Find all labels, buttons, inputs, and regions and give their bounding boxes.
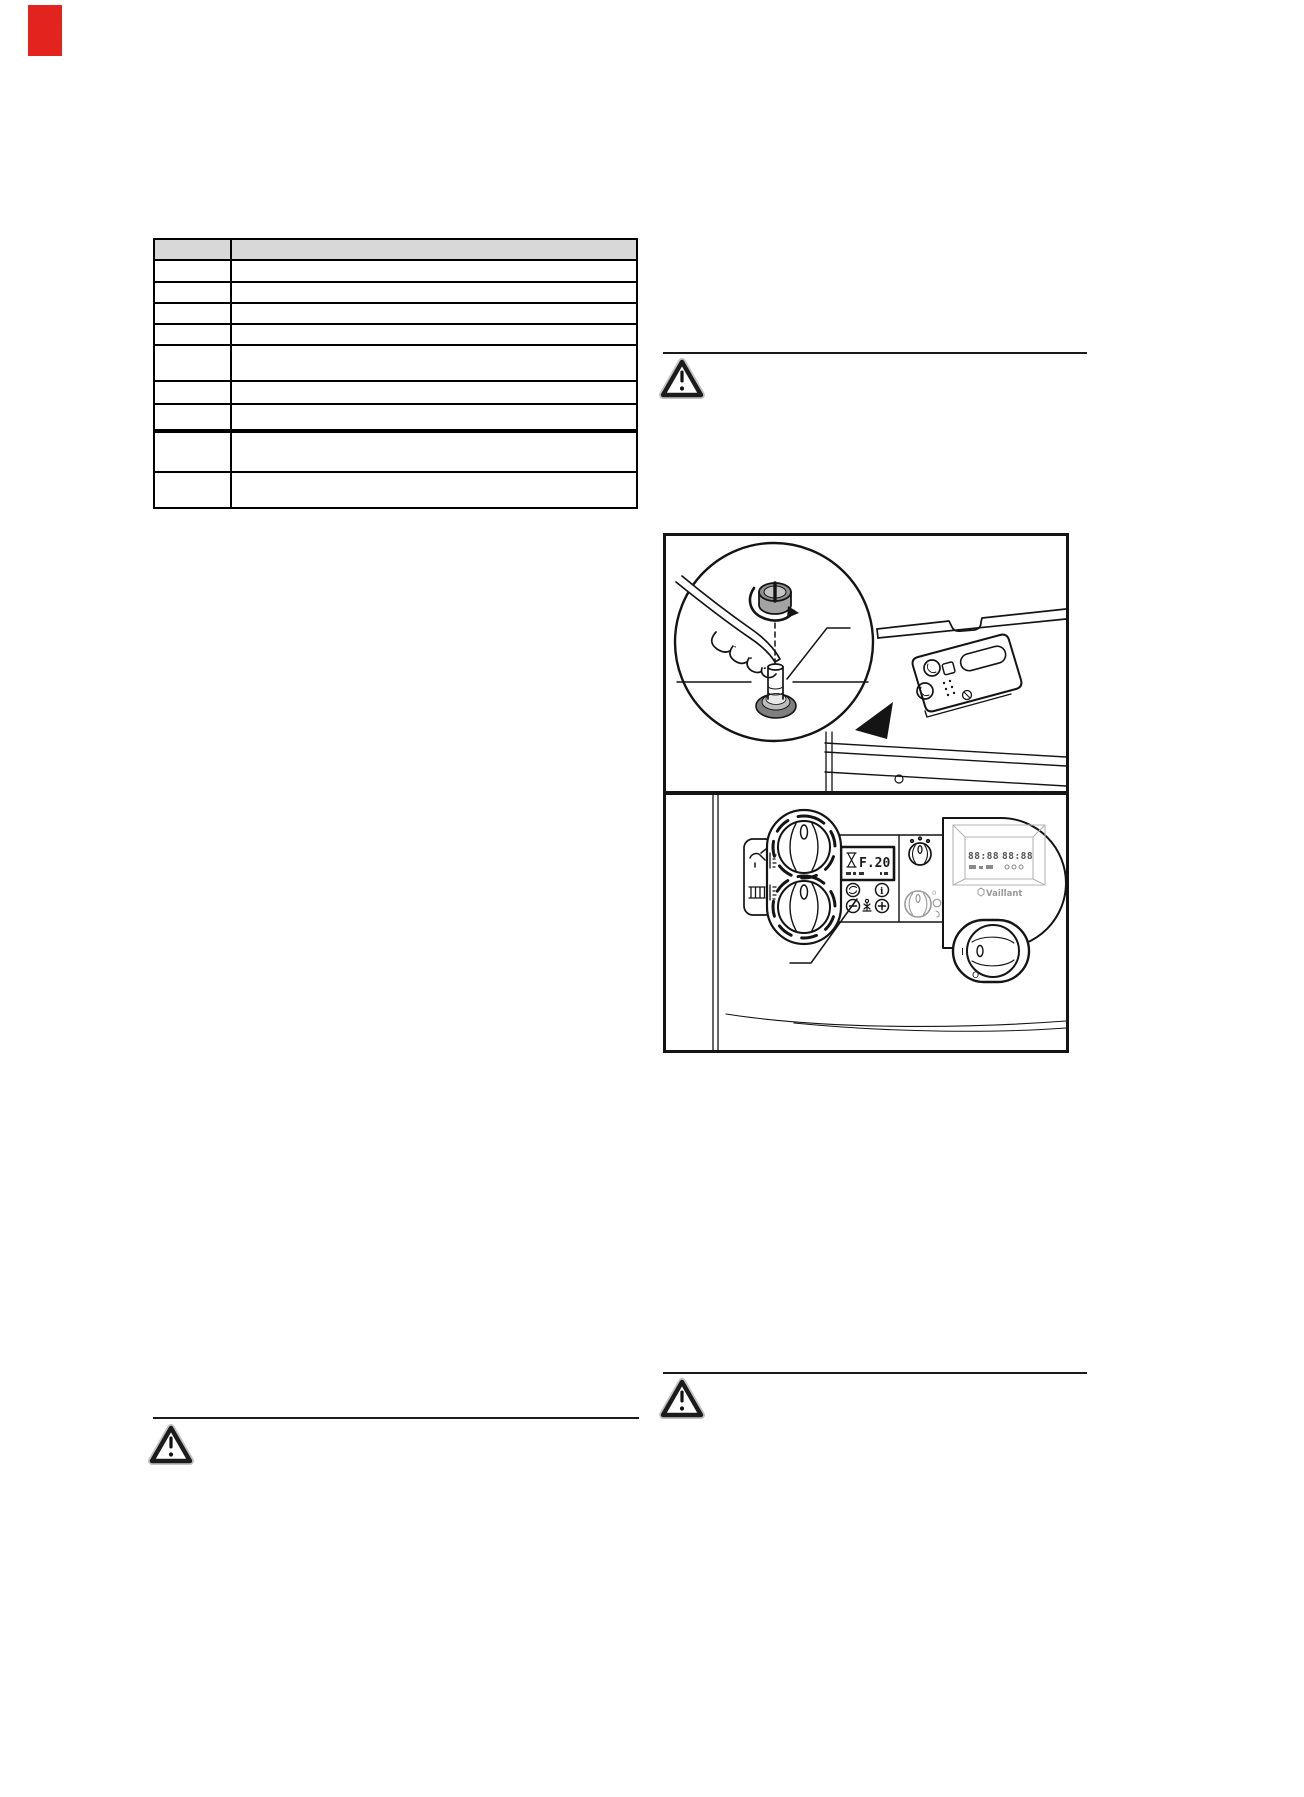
table-row	[155, 323, 636, 344]
power-on-label: I	[961, 947, 964, 958]
table-cell	[232, 473, 636, 507]
chimney-sweep-icon	[863, 899, 871, 911]
pointer-arrow	[855, 702, 893, 739]
power-switch	[953, 920, 1029, 982]
table-cell	[232, 325, 636, 344]
table-cell	[155, 346, 232, 380]
reset-icon	[847, 884, 860, 897]
table-header-row	[155, 240, 636, 259]
display-code: F.20	[859, 856, 891, 871]
table-cell	[232, 283, 636, 302]
table-row	[155, 403, 636, 429]
table-cell	[232, 304, 636, 323]
warning-icon	[659, 1378, 705, 1420]
table-cell	[232, 405, 636, 429]
timer-digits: 88:88	[968, 851, 1000, 862]
section-divider	[663, 352, 1087, 354]
table-row	[155, 302, 636, 323]
small-dial	[909, 843, 931, 865]
warning-icon	[659, 358, 705, 400]
table-cell	[155, 325, 232, 344]
warning-icon	[148, 1424, 194, 1466]
section-divider	[663, 1372, 1087, 1374]
table-cell	[232, 261, 636, 281]
svg-text:0: 0	[932, 889, 937, 897]
table-header-cell	[155, 240, 232, 259]
control-drawer	[913, 635, 1022, 717]
heating-knob	[778, 881, 830, 933]
timer-digits: 88:88	[1002, 851, 1034, 862]
svg-text:i: i	[880, 887, 884, 897]
table-cell	[155, 433, 232, 471]
table-cell	[155, 283, 232, 302]
knob-cluster	[744, 810, 841, 944]
gray-dial	[905, 889, 941, 917]
legend-table	[153, 238, 638, 509]
table-row	[155, 429, 636, 471]
table-cell	[155, 304, 232, 323]
power-off-label: O	[972, 971, 980, 981]
table-row	[155, 281, 636, 302]
boiler-left-edge	[713, 795, 718, 1050]
table-cell	[155, 473, 232, 507]
table-cell	[155, 261, 232, 281]
section-divider	[153, 1417, 639, 1419]
brand-logo: Vaillant	[986, 889, 1023, 899]
door-seam	[726, 1014, 1066, 1031]
info-button	[876, 884, 889, 898]
figure-reset-button	[666, 536, 1066, 791]
table-cell	[232, 382, 636, 403]
figure-reset-button-drawing	[666, 536, 1066, 791]
table-row	[155, 380, 636, 403]
table-row	[155, 344, 636, 380]
table-cell	[155, 382, 232, 403]
plus-icon	[876, 900, 889, 913]
figure-control-panel	[666, 795, 1066, 1050]
table-row	[155, 259, 636, 281]
timer-dots	[911, 837, 930, 842]
table-cell	[155, 405, 232, 429]
hot-water-knob	[778, 821, 830, 873]
figure-stack	[663, 533, 1069, 1053]
table-cell	[232, 346, 636, 380]
table-header-cell	[232, 240, 636, 259]
table-cell	[232, 433, 636, 471]
red-section-tab	[28, 5, 62, 56]
table-row	[155, 471, 636, 507]
figure-control-panel-drawing	[666, 795, 1066, 1050]
